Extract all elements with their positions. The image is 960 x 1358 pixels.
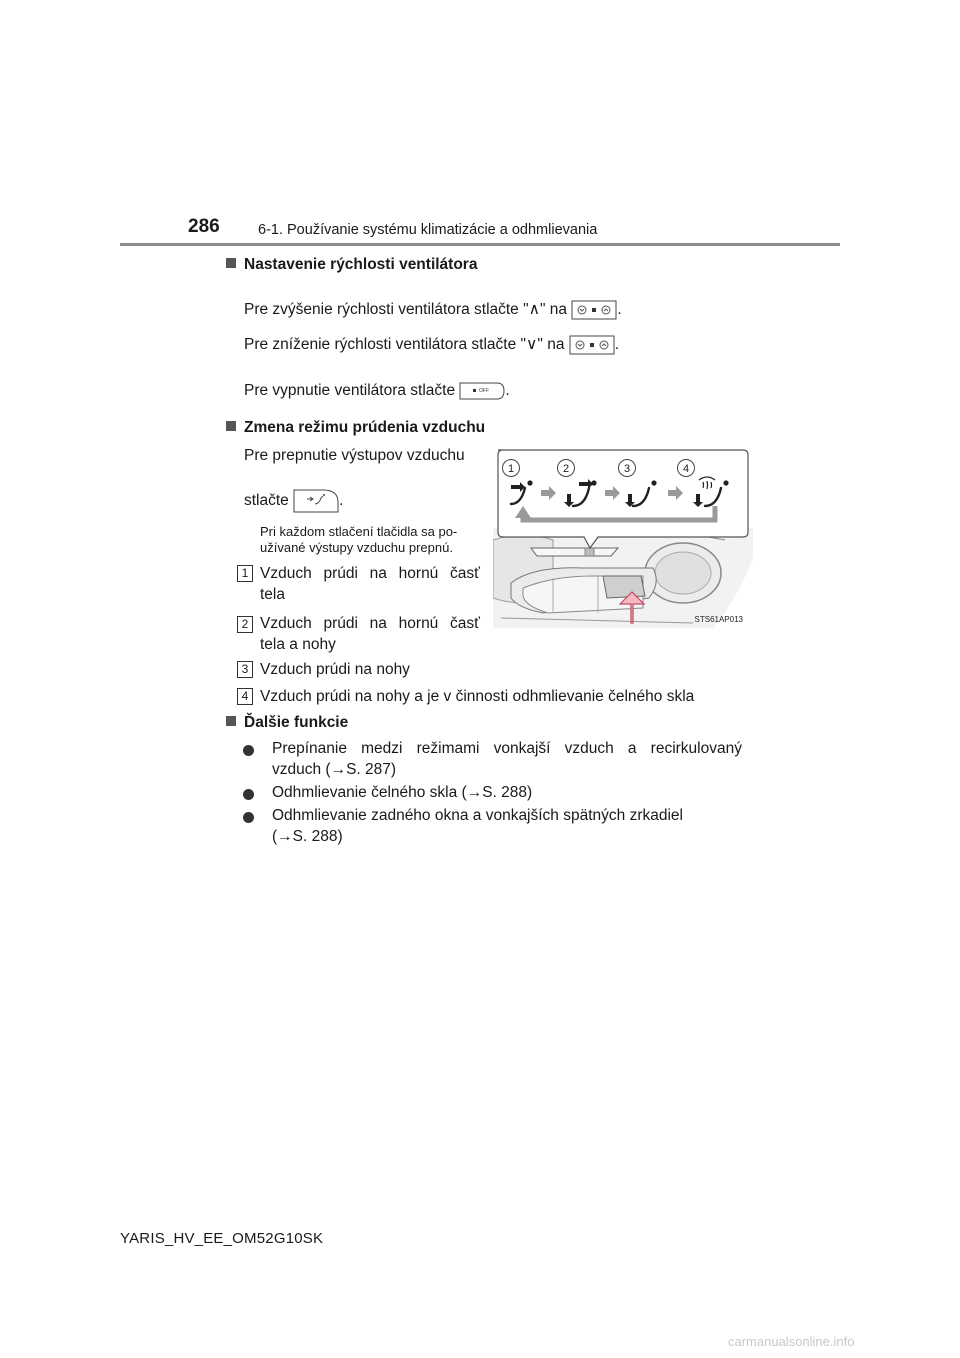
mode-number-badge: 4 (237, 688, 253, 705)
mode-2-line1: Vzduch prúdi na hornú časť (260, 615, 480, 632)
watermark: carmanualsonline.info (728, 1334, 855, 1349)
other-item-3-line2: (→S. 288) (272, 828, 343, 845)
fan-off-button-icon (459, 380, 505, 402)
airflow-note-line2: užívané výstupy vzduchu prepnú. (260, 540, 453, 555)
round-bullet-icon (243, 812, 254, 823)
fan-decrease-text-a: Pre zníženie rýchlosti ventilátora stlačte " (244, 336, 527, 354)
illustration-label: 3 (623, 463, 631, 475)
other-item-3-line1: Odhmlievanie zadného okna a vonkajších spätných zrkadiel (272, 807, 683, 824)
other-item-1-line1: Prepínanie medzi režimami vonkajší vzduch a recirkulovaný (272, 740, 742, 757)
airflow-heading-text: Zmena režimu prúdenia vzduchu (244, 419, 486, 436)
fan-speed-heading-text: Nastavenie rýchlosti ventilátora (244, 256, 478, 273)
fan-off-text-a: Pre vypnutie ventilátora stlačte (244, 382, 456, 400)
mode-3-line1: Vzduch prúdi na nohy (260, 661, 410, 678)
mode-4-line1: Vzduch prúdi na nohy a je v činnosti odhmlievanie čelného skla (260, 688, 695, 705)
period: . (617, 301, 622, 319)
off-label: OFF (479, 388, 490, 394)
mode-number-badge: 3 (237, 661, 253, 678)
caret-down-symbol: ∨ (526, 336, 538, 354)
square-bullet-icon (226, 258, 236, 268)
fan-speed-button-icon (571, 300, 617, 320)
airflow-intro-line2 (244, 487, 343, 515)
airflow-mode-button-icon (293, 487, 339, 515)
fan-decrease-text-b: " na (537, 336, 565, 354)
mode-number-badge: 2 (237, 616, 253, 633)
document-code: YARIS_HV_EE_OM52G10SK (120, 1230, 324, 1247)
square-bullet-icon (226, 421, 236, 431)
mode-number-badge: 1 (237, 565, 253, 582)
round-bullet-icon (243, 745, 254, 756)
mode-2-line2: tela a nohy (260, 636, 336, 653)
mode-1-line1: Vzduch prúdi na hornú časť (260, 565, 480, 582)
mode-1-line2: tela (260, 586, 285, 603)
fan-increase-text-b: " na (539, 301, 568, 319)
period: . (614, 336, 620, 354)
airflow-intro-press: stlačte (244, 492, 289, 510)
airflow-note-line1: Pri každom stlačení tlačidla sa po- (260, 524, 458, 539)
airflow-illustration (493, 448, 753, 628)
other-functions-heading-text: Ďalšie funkcie (244, 714, 349, 731)
fan-speed-button-icon (569, 335, 615, 355)
other-item-2-line1: Odhmlievanie čelného skla (→S. 288) (272, 784, 533, 801)
fan-speed-heading (226, 256, 477, 274)
other-functions-heading (226, 714, 348, 732)
period: . (505, 382, 510, 400)
caret-up-symbol: ∧ (528, 301, 540, 319)
illustration-code: STS61AP013 (694, 615, 743, 624)
square-bullet-icon (226, 716, 236, 726)
header-rule (120, 243, 840, 246)
airflow-intro-line1: Pre prepnutie výstupov vzduchu (244, 447, 465, 464)
round-bullet-icon (243, 789, 254, 800)
section-title: 6-1. Používanie systému klimatizácie a odhmlievania (258, 222, 598, 238)
illustration-label: 1 (507, 463, 515, 475)
fan-off-text (244, 380, 510, 402)
airflow-heading (226, 419, 485, 437)
fan-increase-text (244, 300, 622, 320)
page-number: 286 (188, 216, 220, 237)
illustration-label: 4 (682, 463, 690, 475)
illustration-label: 2 (562, 463, 570, 475)
other-item-1-line2: vzduch (→S. 287) (272, 761, 397, 778)
fan-decrease-text (244, 335, 619, 355)
fan-increase-text-a: Pre zvýšenie rýchlosti ventilátora stlačte " (244, 301, 529, 319)
period: . (339, 492, 344, 510)
